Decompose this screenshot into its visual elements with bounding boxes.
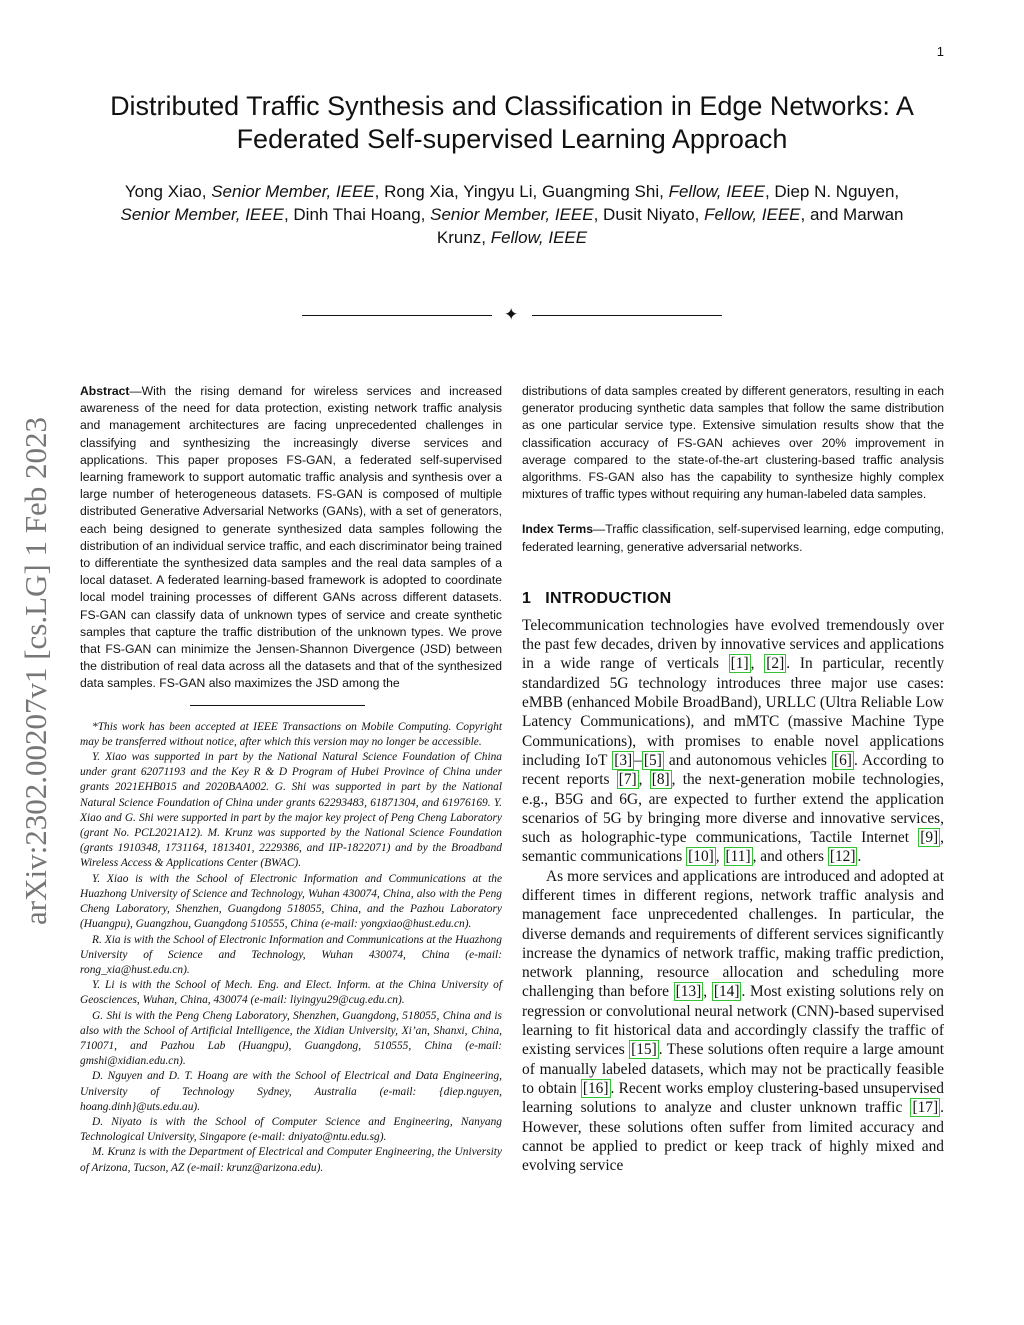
citation-link[interactable]: [16]: [582, 1079, 609, 1097]
citation-link[interactable]: [15]: [631, 1041, 657, 1059]
citation-link[interactable]: [17]: [912, 1099, 939, 1117]
author-text: , Dinh Thai Hoang,: [283, 205, 431, 224]
abstract-continued: distributions of data samples created by different generators, resulting in each generator producing synthetic data samples that follow the same distribution as one particular service type. Extensive simulation results show that the classification accuracy of FS-GAN achieves over 20% improvement in average compared to the state-of-the-art clustering-based traffic analysis algorithms. FS-GAN also has the capability to synthesize highly complex mixtures of traffic types without requiring any human-labeled data samples.: [522, 384, 944, 502]
citation-link[interactable]: [6]: [833, 751, 852, 769]
intro-text: . These solutions often require a large amount of manually labeled datasets, which may not be practically feasible to obtain: [522, 1041, 944, 1097]
citation-link[interactable]: [13]: [675, 983, 702, 1001]
intro-text: ,: [703, 983, 712, 1001]
intro-text: As more services and applications are introduced and adopted at different times in different regions, network traffic analysis and management face unprecedented challenges. In particular, the diverse demands and requirements of different services significantly increase the dynamics of network traffic, making traffic prediction, network planning, resource allocation and scheduling more challenging than before: [522, 867, 944, 1001]
footnote: G. Shi is with the Peng Cheng Laboratory, Shenzhen, Guangdong, 518055, China and is also with the School of Artificial Intelligence, the Xidian University, Xi’an, Shanxi, China, 710071, and Pazhou Lab (Huangpu), Guangdong, 510555, China (e-mail: gmshi@xidian.edu.cn).: [80, 1009, 502, 1068]
intro-text: . However, these solutions often suffer from limited accuracy and cannot be applied to predict or keep track of highly mixed and evolving service: [522, 1099, 944, 1175]
index-terms: [522, 521, 944, 555]
section-divider: [302, 306, 722, 326]
citation-link[interactable]: [2]: [766, 655, 785, 673]
page-number: 1: [936, 44, 944, 59]
footnote: M. Krunz is with the Department of Electrical and Computer Engineering, the University of Arizona, Tucson, AZ (e-mail: krunz@arizona.edu).: [80, 1146, 502, 1174]
intro-text: .: [857, 848, 862, 866]
footnote: Y. Li is with the School of Mech. Eng. and Elect. Inform. at the China University of Geosciences, Wuhan, China, 430074 (e-mail: liyingyu29@cug.edu.cn).: [80, 979, 502, 1007]
intro-text: . According to recent reports: [522, 751, 944, 789]
intro-text: Telecommunication technologies have evolved tremendously over the past few decades, driven by innovative services and applications in a wide range of verticals: [522, 616, 944, 673]
intro-text: , the next-generation mobile technologies, e.g., B5G and 6G, are expected to further extend the application scenarios of 5G by bringing more diverse and innovative services, such as holographic-type communications, Tactile Internet: [522, 771, 944, 847]
diamond-icon: ✦: [504, 305, 519, 325]
intro-text: , and others: [752, 848, 828, 866]
author-role: Senior Member, IEEE: [211, 182, 375, 201]
divider-rule-right: [532, 315, 722, 316]
intro-text: –: [634, 751, 642, 769]
index-terms-label: Index Terms: [522, 522, 594, 537]
index-terms-text: —Traffic classification, self-supervised learning, edge computing, federated learning, generative adversarial networks.: [522, 522, 944, 554]
citation-link[interactable]: [7]: [618, 771, 637, 789]
footnote: Y. Xiao was supported in part by the National Natural Science Foundation of China under grant 62071193 and the Key R & D Program of Hubei Province of China under grants 2021EHB015 and 2020BAA002. G. Shi was supported in part by the National Natural Science Foundation of China under grants 62293483, 61871304, and 61976169. Y. Xiao and G. Shi were supported in part by the major key project of Peng Cheng Laboratory (grant No. PCL2021A12). M. Krunz was supported by the National Science Foundation (grants 1910348, 1731164, 1813401, 2229386, and IIP-1822071) and by the Broadband Wireless Access & Applications Center (BWAC).: [80, 751, 502, 870]
citation-link[interactable]: [14]: [713, 983, 740, 1001]
author-text: , and Marwan: [800, 205, 904, 224]
footnote: R. Xia is with the School of Electronic Information and Communications at the Huazhong University of Science and Technology, Wuhan 430074, China (e-mail: rong_xia@hust.edu.cn).: [80, 933, 502, 976]
intro-text: and autonomous vehicles: [663, 751, 832, 769]
author-role: Senior Member, IEEE: [430, 205, 594, 224]
footnote-rule: [190, 705, 365, 706]
citation-link[interactable]: [1]: [730, 655, 749, 673]
author-role: Fellow, IEEE: [490, 228, 588, 247]
intro-paragraph: [522, 616, 944, 867]
citation-link[interactable]: [11]: [725, 848, 751, 866]
citation-link[interactable]: [8]: [651, 771, 670, 789]
citation-link[interactable]: [3]: [614, 751, 633, 769]
author-role: Fellow, IEEE: [668, 182, 765, 201]
citation-link[interactable]: [5]: [643, 751, 662, 769]
intro-text: ,: [638, 771, 650, 789]
author-text: , Dusit Niyato,: [593, 205, 705, 224]
author-text: Yong Xiao,: [124, 182, 212, 201]
left-column: [80, 383, 502, 1176]
section-title: INTRODUCTION: [545, 589, 672, 607]
abstract-label: Abstract: [80, 384, 130, 398]
citation-link[interactable]: [12]: [829, 848, 856, 866]
title-line-1: Distributed Traffic Synthesis and Classification in Edge Networks: A: [110, 91, 914, 121]
author-text: Krunz,: [436, 228, 491, 247]
author-text: , Rong Xia, Yingyu Li, Guangming Shi,: [374, 182, 669, 201]
divider-rule-left: [302, 315, 492, 316]
intro-text: ,: [715, 848, 724, 866]
intro-text: ,: [750, 655, 765, 673]
author-text: , Diep N. Nguyen,: [764, 182, 900, 201]
intro-text: , semantic communications: [522, 829, 944, 866]
section-number: 1: [522, 589, 532, 607]
section-heading: [522, 590, 944, 608]
author-role: Senior Member, IEEE: [120, 205, 284, 224]
paper-title: [60, 90, 964, 156]
abstract: [80, 383, 502, 693]
footnote: Y. Xiao is with the School of Electronic Information and Communications at the Huazhong University of Science and Technology, Wuhan 430074, China, also with the Peng Cheng Laboratory, Shenzhen, Guangdong 518055, China, and the Pazhou Laboratory (Huangpu), Guangzhou, Guangdong 510555, China (e-mail: yongxiao@hust.edu.cn).: [80, 872, 502, 931]
title-line-2: Federated Self-supervised Learning Approach: [236, 124, 788, 154]
intro-paragraph: [522, 867, 944, 1176]
right-column: [522, 383, 944, 1175]
footnote: D. Niyato is with the School of Computer Science and Engineering, Nanyang Technological University, Singapore (e-mail: dniyato@ntu.edu.sg).: [80, 1115, 502, 1144]
arxiv-identifier: arXiv:2302.00207v1 [cs.LG] 1 Feb 2023: [18, 417, 53, 925]
abstract-text: —With the rising demand for wireless services and increased awareness of the need for data protection, existing network traffic analysis and management architectures are facing unprecedented challenges in classifying and synthesizing the increasingly diverse services and applications. This paper proposes FS-GAN, a federated self-supervised learning framework to support automatic traffic analysis and synthesis over a large number of heterogeneous datasets. FS-GAN is composed of multiple distributed Generative Adversarial Networks (GANs), with a set of generators, each being designed to generate synthesized data samples following the distribution of an individual service traffic, and each discriminator being trained to differentiate the synthesized data samples and the real data samples of a local dataset. A federated learning-based framework is adopted to coordinate local model training processes of different GANs across different datasets. FS-GAN can classify data of unknown types of service and create synthetic samples that capture the traffic distribution of the unknown types. We prove that FS-GAN can minimize the Jensen-Shannon Divergence (JSD) between the distribution of real data across all the datasets and that of the synthesized data samples. FS-GAN also maximizes the JSD among the: [80, 384, 502, 691]
introduction-body: [522, 616, 944, 1176]
footnote: D. Nguyen and D. T. Hoang are with the School of Electrical and Data Engineering, University of Technology Sydney, Australia (e-mail: {diep.nguyen, hoang.dinh}@uts.edu.au).: [80, 1070, 502, 1113]
intro-text: . Most existing solutions rely on regression or convolutional neural network (CNN)-based supervised learning to fit historical data and accordingly classify the traffic of existing services: [522, 983, 944, 1059]
intro-text: . Recent works employ clustering-based unsupervised learning solutions to analyze and cluster unknown traffic: [522, 1079, 944, 1117]
footnote: *This work has been accepted at IEEE Transactions on Mobile Computing. Copyright may be transferred without notice, after which this version may no longer be accessible.: [80, 720, 502, 748]
intro-text: . In particular, recently standardized 5G technology introduces three major use cases: eMBB (enhanced Mobile BroadBand), URLLC (Ultra Reliable Low Latency Communications), and mMTC (massive Machine Type Communications), with promises to enable novel applications including IoT: [522, 655, 945, 769]
author-role: Fellow, IEEE: [704, 205, 801, 224]
citation-link[interactable]: [9]: [920, 829, 939, 847]
author-list: [60, 180, 964, 249]
footnotes: [80, 720, 502, 1176]
citation-link[interactable]: [10]: [688, 848, 714, 866]
